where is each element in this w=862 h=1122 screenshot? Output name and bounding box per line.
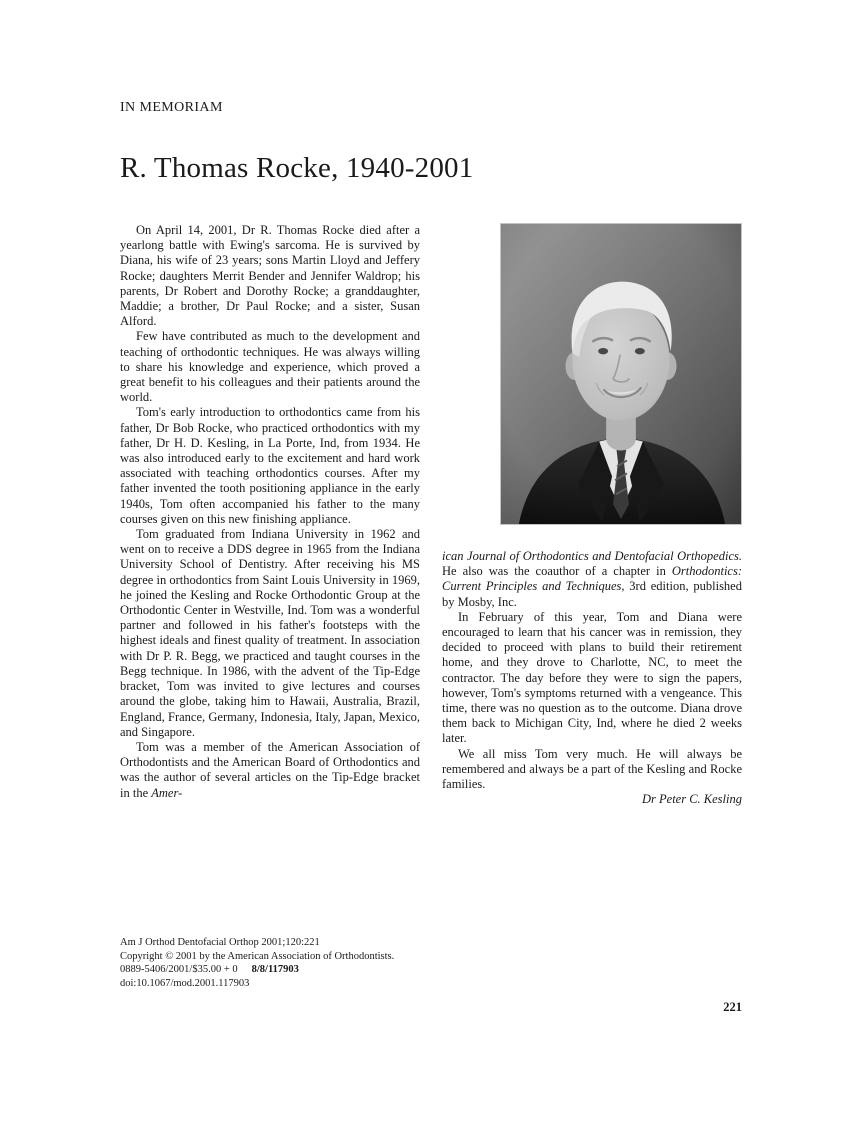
paragraph: Few have contributed as much to the development and teaching of orthodontic techniques. He was always willing to share his knowledge and experience, which proved a great benefit to his colleagues and their patients around the world. [120, 329, 420, 405]
citation-line: Am J Orthod Dentofacial Orthop 2001;120:221 [120, 937, 320, 948]
page-title: R. Thomas Rocke, 1940-2001 [120, 152, 474, 184]
paragraph: Tom graduated from Indiana University in 1962 and went on to receive a DDS degree in 1965 from the Indiana University School of Dentistry. After receiving his MS degree in orthodontics from Saint Louis University in 1969, he joined the Kesling and Rocke Orthodontic Group at the Orthodontic Center in Westville, Ind. Tom was a wonderful partner and followed in his father's footsteps with the highest ideals and finest quality of treatment. In association with Dr P. R. Begg, we practiced and taught courses in the Begg technique. In 1986, with the advent of the Tip-Edge bracket, Tom was invited to give lectures and courses around the globe, taking him to Hawaii, Australia, Brazil, England, France, Germany, Indonesia, Italy, Japan, Mexico, and Singapore. [120, 527, 420, 739]
section-kicker: IN MEMORIAM [120, 100, 223, 115]
article-code: 8/8/117903 [251, 964, 299, 975]
two-column-body [120, 223, 742, 807]
paragraph-text: Tom was a member of the American Association of Orthodontists and the American Board of Orthodontics and was the author of several articles on the Tip-Edge bracket in the [120, 739, 420, 800]
copyright-line: Copyright © 2001 by the American Association of Orthodontists. [120, 950, 395, 962]
paragraph: In February of this year, Tom and Diana were encouraged to learn that his cancer was in remission, they decided to proceed with plans to build their retirement home, and they drove to Charlotte, NC, to meet the contractor. The day before they were to sign the papers, however, Tom's symptoms returned with a vengeance. This time, there was no question as to the outcome. Diana drove them back to Michigan City, Ind, where he died 2 weeks later. [442, 609, 742, 746]
issn-price-text: 0889-5406/2001/$35.00 + 0 [120, 964, 238, 975]
book-title: Orthodontics: Current Principles and Techniques [442, 564, 742, 594]
paragraph [120, 740, 420, 801]
portrait-illustration [501, 224, 741, 524]
body-column-left [120, 223, 420, 807]
issn-line [120, 963, 394, 977]
portrait-photo [500, 223, 742, 525]
page-content [120, 100, 742, 807]
body-column-right [442, 223, 742, 807]
journal-name-fragment: Amer- [151, 785, 183, 800]
paragraph-text: , 3rd edition, published by Mosby, Inc. [442, 579, 742, 609]
paragraph-text: He also was the coauthor of a chapter in [442, 564, 672, 579]
journal-name-fragment: ican Journal of Orthodontics and Dentofacial Orthopedics. [442, 549, 742, 563]
doi-line: doi:10.1067/mod.2001.117903 [120, 977, 250, 989]
footer-citation [120, 936, 394, 990]
paragraph: On April 14, 2001, Dr R. Thomas Rocke died after a yearlong battle with Ewing's sarcoma. He is survived by Diana, his wife of 23 years; sons Martin Lloyd and Jeffery Rocke; daughters Merrit Bender and Jennifer Waldrop; his parents, Dr Robert and Dorothy Rocke; a granddaughter, Maddie; a brother, Dr Paul Rocke; and a sister, Susan Alford. [120, 223, 420, 329]
paragraph: Tom's early introduction to orthodontics came from his father, Dr Bob Rocke, who practiced orthodontics with my father, Dr H. D. Kesling, in La Porte, Ind, from 1934. He was also introduced early to the excitement and hard work associated with teaching orthodontics courses. After my father invented the tooth positioning appliance in the early 1940s, Tom often accompanied his father to the many courses given on this new finishing appliance. [120, 405, 420, 526]
page-number: 221 [723, 1000, 742, 1014]
paragraph [442, 549, 742, 610]
paragraph: We all miss Tom very much. He will always be remembered and always be a part of the Kesling and Rocke families. [442, 746, 742, 792]
author-signature: Dr Peter C. Kesling [642, 792, 742, 807]
